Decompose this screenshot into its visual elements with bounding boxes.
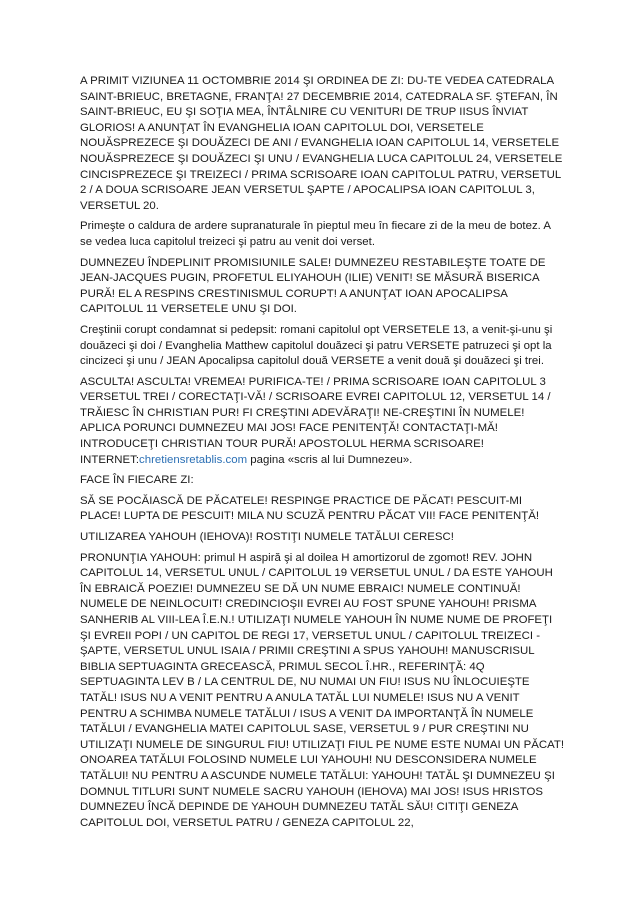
paragraph-god-fulfilled: DUMNEZEU ÎNDEPLINIT PROMISIUNILE SALE! DUMNEZEU RESTABILEŞTE TOATE DE JEAN-JACQUES PUGIN, PROFETUL ELIYAHOUH (ILIE) VENIT! SE MĂSURĂ BISERICA PURĂ! EL A RESPINS CRESTINISMUL CORUPT! A ANUNŢAT IOAN APOCALIPSA CAPITOLUL 11 VERSETELE UNU ŞI DOI. — [80, 256, 546, 316]
paragraph-vision: A PRIMIT VIZIUNEA 11 OCTOMBRIE 2014 ŞI ORDINEA DE ZI: DU-TE VEDEA CATEDRALA SAINT-BRIEUC, BRETAGNE, FRANŢA! 27 DECEMBRIE 2014, CATEDRALA SF. ŞTEFAN, ÎN SAINT-BRIEUC, EU ŞI SOŢIA MEA, ÎNTÂLNIRE CU VENITURI DE TRUP IISUS ÎNVIAT GLORIOS! A ANUNŢAT ÎN EVANGHELIA IOAN CAPITOLUL DOI, VERSETELE NOUĂSPREZECE ŞI DOUĂZECI DE ANI / EVANGHELIA IOAN CAPITOLUL 14, VERSETELE NOUĂSPREZECE ŞI DOUĂZECI ŞI UNU / EVANGHELIA LUCA CAPITOLUL 24, VERSETELE CINCISPREZECE ŞI TREIZECI / PRIMA SCRISOARE IOAN CAPITOLUL PATRU, VERSETUL 2 / A DOUA SCRISOARE JEAN VERSETUL ŞAPTE / APOCALIPSA IOAN CAPITOLUL 3, VERSETUL 20. — [80, 75, 563, 212]
paragraph-repent: SĂ SE POCĂIASCĂ DE PĂCATELE! RESPINGE PRACTICE DE PĂCAT! PESCUIT-MI PLACE! LUPTA DE PESCUIT! MILA NU SCUZĂ PENTRU PĂCAT VII! FACE PENITENŢĂ! — [80, 494, 540, 523]
internet-tail: pagina «scris al lui Dumnezeu». — [247, 453, 413, 466]
website-link[interactable]: chretiensretablis.com — [139, 453, 248, 466]
paragraph-daily: FACE ÎN FIECARE ZI: — [80, 474, 194, 487]
document-body — [80, 74, 565, 836]
paragraph-use-name: UTILIZAREA YAHOUH (IEHOVA)! ROSTIŢI NUMELE TATĂLUI CERESC! — [80, 531, 454, 544]
paragraph-warmth: Primeşte o caldura de ardere supranaturale în pieptul meu în fiecare zi de la meu de botez. A se vedea luca capitolul treizeci şi patru au venit doi verset. — [80, 220, 551, 248]
internet-label: INTERNET: — [80, 453, 140, 466]
listen-text: ASCULTA! ASCULTA! VREMEA! PURIFICA-TE! / PRIMA SCRISOARE IOAN CAPITOLUL 3 VERSETUL TREI / CORECTAŢI-VĂ! / SCRISOARE EVREI CAPITOLUL 12, VERSETUL 14 / TRĂIESC ÎN CHRISTIAN PUR! FI CREŞTINI ADEVĂRAŢI! NE-CREŞTINI ÎN NUMELE! APLICA PORUNCI DUMNEZEU MAI JOS! FACE PENITENŢĂ! CONTACTAŢI-MĂ! INTRODUCEŢI CHRISTIAN TOUR PURĂ! APOSTOLUL HERMA SCRISOARE! — [80, 375, 551, 451]
paragraph-corrupt-christians: Creştinii corupt condamnat si pedepsit: romani capitolul opt VERSETELE 13, a venit-şi-unu şi douăzeci şi doi / Evanghelia Matthew capitolul douăzeci şi patru VERSETE patruzeci şi opt la cincizeci şi unu / JEAN Apocalipsa capitolul două VERSETE a venit două şi douăzeci şi trei. — [80, 323, 553, 368]
paragraph-listen — [80, 375, 565, 469]
paragraph-pronunciation: PRONUNŢIA YAHOUH: primul H aspiră şi al doilea H amortizorul de zgomot! REV. JOHN CAPITOLUL 14, VERSETUL UNUL / CAPITOLUL 19 VERSETUL UNUL / DA ESTE YAHOUH ÎN EBRAICĂ POEZIE! DUMNEZEU SE DĂ UN NUME EBRAIC! NUMELE CONTINUĂ! NUMELE DE NEINLOCUIT! CREDINCIOŞII EVREI AU FOST SPUNE YAHOUH! PRISMA SANHERIB AL VIII-LEA Î.E.N.! UTILIZAŢI NUMELE YAHOUH ÎN NUME NUME DE PROFEŢI ŞI EVREII POPI / UN CAPITOL DE REGI 17, VERSETUL UNUL / CAPITOLUL TREIZECI - ŞAPTE, VERSETUL UNUL ISAIA / PRIMII CREŞTINI A SPUS YAHOUH! MANUSCRISUL BIBLIA SEPTUAGINTA GRECEASCĂ, PRIMUL SECOL Î.HR., REFERINŢĂ: 4Q SEPTUAGINTA LEV B / LA CENTRUL DE, NU NUMAI UN FIU! ISUS NU ÎNLOCUIEŞTE TATĂL! ISUS NU A VENIT PENTRU A ANULA TATĂL LUI NUMELE! ISUS NU A VENIT PENTRU A SCHIMBA NUMELE TATĂLUI / ISUS A VENIT DA IMPORTANŢĂ ÎN NUMELE TATĂLUI / EVANGHELIA MATEI CAPITOLUL SASE, VERSETUL 9 / PUR CREŞTINI NU UTILIZAŢI NUMELE DE SINGURUL FIU! UTILIZAŢI FIUL PE NUME ESTE NUMAI UN PĂCAT! ONOAREA TATĂLUI FOLOSIND NUMELE LUI YAHOUH! NU DESCONSIDERA NUMELE TATĂLUI! NU PENTRU A ASCUNDE NUMELE TATĂLUI: YAHOUH! TATĂL ŞI DUMNEZEU ŞI DOMNUL TITLURI SUNT NUMELE SACRU YAHOUH (IEHOVA) MAI JOS! ISUS HRISTOS DUMNEZEU ÎNCĂ DEPINDE DE YAHOUH DUMNEZEU TATĂL SĂU! CITIŢI GENEZA CAPITOLUL DOI, VERSETUL PATRU / GENEZA CAPITOLUL 22, — [80, 551, 565, 829]
